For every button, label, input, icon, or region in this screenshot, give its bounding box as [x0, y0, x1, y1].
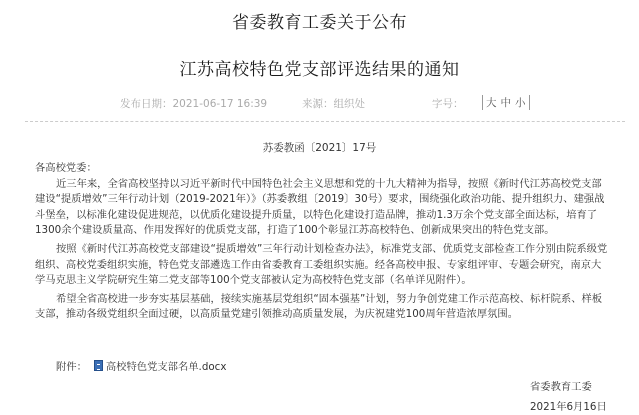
paragraph-1: 近三年来，全省高校坚持以习近平新时代中国特色社会主义思想和党的十九大精神为指导，按照《新时代江苏高校党支部建设“提质增效”三年行动计划（2019-2021年）》（苏委教组〔2019〕30号）要求，围绕强化政治功能、提升组织力、建强战斗堡垒，以标准化建设促进规范，以优质化建设提升质量，以特色化建设打造品牌，推动1.3万余个党支部全面达标，培育了1300余个建设质量高、作用发挥好的优质党支部，打造了100个彰显江苏高校特色、创新成果突出的特色党支部。	[35, 177, 605, 237]
font-size-switcher	[482, 95, 530, 110]
notice-body	[35, 161, 610, 323]
paragraph-2: 按照《新时代江苏高校党支部建设“提质增效”三年行动计划检查办法》，标准党支部、优质党支部检查工作分别由院系级党组织、高校党委组织实施，特色党支部遴选工作由省委教育工委组织实施。经各高校申报、专家组评审、专题会研究，南京大学马克思主义学院研究生第二党支部等100个党支部被认定为高校特色党支部（名单详见附件）。	[35, 242, 608, 287]
publish-time: 发布日期：2021-06-17 16:39	[120, 98, 268, 110]
font-size-large-button[interactable]: 大	[486, 97, 497, 109]
word-document-icon	[94, 360, 103, 371]
font-size-label: 字号：	[432, 98, 464, 110]
source-label: 来源：组织处	[302, 98, 365, 110]
page-title: 江苏高校特色党支部评选结果的通知	[179, 60, 460, 80]
issuer-title: 省委教育工委关于公布	[232, 13, 407, 33]
font-size-small-button[interactable]: 小	[515, 97, 526, 109]
signer: 省委教育工委	[530, 381, 592, 393]
document-number: 苏委教函〔2021〕17号	[262, 142, 377, 154]
divider	[25, 121, 625, 122]
sign-date: 2021年6月16日	[530, 401, 607, 413]
attachment-row	[56, 358, 226, 373]
addressee: 各高校党委：	[35, 162, 97, 174]
paragraph-3: 希望全省高校进一步夯实基层基础，接续实施基层党组织“固本强基”计划，努力争创党建工作示范高校、标杆院系、样板支部，推动各级党组织全面过硬，以高质量党建引领推动高质量发展，为庆祝建党100周年营造浓厚氛围。	[35, 292, 603, 321]
font-size-medium-button[interactable]: 中	[500, 97, 511, 109]
attachment-link[interactable]: 高校特色党支部名单.docx	[105, 361, 227, 373]
attachment-label: 附件：	[56, 361, 87, 373]
